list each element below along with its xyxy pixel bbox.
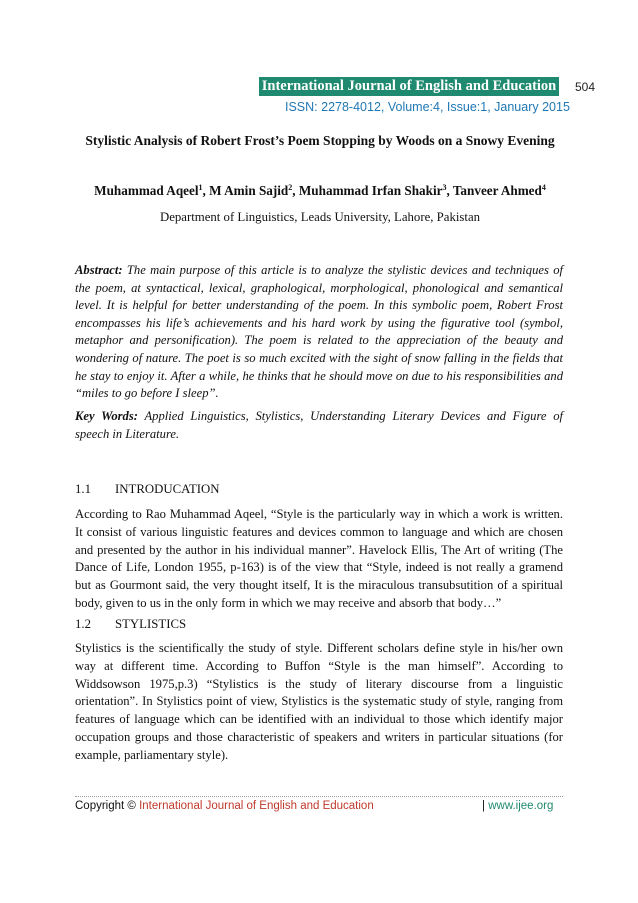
journal-name-band	[259, 77, 559, 96]
section-heading-stylistics	[75, 617, 186, 632]
abstract	[75, 262, 563, 403]
section-heading-introduction	[75, 482, 220, 497]
author-name: Tanveer Ahmed	[452, 183, 542, 198]
article-title: Stylistic Analysis of Robert Frost’s Poem Stopping by Woods on a Snowy Evening	[85, 133, 555, 148]
section-title: INTRODUCATION	[115, 482, 220, 496]
section-number: 1.2	[75, 617, 91, 631]
stylistics-paragraph: Stylistics is the scientifically the study of style. Different scholars define style in his/her own way at different time. According to Buffon “Style is the man himself”. According to Widdsowson 1975,p.3) “Stylistics is the study of literary discourse from a linguistic orientation”. In Stylistics point of view, Stylistics is the systematic study of style, ranging from features of language which can be identified with an individual to those which identify major occupation groups and those characteristic of speakers and writers in particular situations (for example, parliamentary style).	[75, 641, 563, 762]
footer-organization: International Journal of English and Education	[139, 800, 374, 812]
journal-name: International Journal of English and Education	[261, 78, 557, 94]
keywords-text: Applied Linguistics, Stylistics, Understanding Literary Devices and Figure of speech in Literature.	[75, 409, 564, 441]
section-number: 1.1	[75, 482, 91, 496]
page-number: 504	[575, 80, 596, 94]
keywords	[75, 408, 563, 443]
keywords-label: Key Words:	[75, 409, 138, 423]
page-footer	[75, 800, 563, 812]
abstract-label: Abstract:	[75, 263, 123, 277]
author-affiliation-marker: 4	[541, 183, 546, 192]
footer-separator: |	[482, 800, 485, 812]
author-affiliation-marker: 3	[442, 183, 447, 192]
issn-line: ISSN: 2278-4012, Volume:4, Issue:1, January 2015	[285, 100, 570, 114]
author-affiliation-marker: 1	[198, 183, 203, 192]
author-list: Muhammad Aqeel$^1$, M Amin Sajid$^2$, Muhammad Irfan Shakir$^3$, Tanveer Ahmed$^4$	[94, 183, 546, 198]
author-affiliation-marker: 2	[288, 183, 293, 192]
section-title: STYLISTICS	[115, 617, 187, 631]
footer-website-link[interactable]: www.ijee.org	[488, 800, 554, 812]
footer-copyright: Copyright ©	[75, 800, 136, 812]
author-name: Muhammad Aqeel	[94, 183, 199, 198]
author-name: Muhammad Irfan Shakir	[298, 183, 443, 198]
introduction-paragraph: According to Rao Muhammad Aqeel, “Style is the particularly way in which a work is written. It consist of various linguistic features and devices common to language and which are chosen and presented by the author in his individual manner”. Havelock Ellis, The Art of writing (The Dance of Life, London 1955, p-163) is of the view that “Style, indeed is not really a gramend but as Gourmont said, the very thought itself, It is the miraculous transubsutition of a spiritual body, given to us in the only form in which we may receive and absorb that body…”	[75, 507, 563, 610]
footer-divider	[75, 796, 563, 797]
author-affiliation: Department of Linguistics, Leads University, Lahore, Pakistan	[159, 210, 481, 224]
author-name: M Amin Sajid	[209, 183, 289, 198]
abstract-text: The main purpose of this article is to analyze the stylistic devices and techniques of the poem, at syntactical, lexical, graphological, morphological, phonological and semantical level. It is helpful for better understanding of the poem. In this symbolic poem, Robert Frost encompasses his life’s achievements and his hard work by using the figurative tool (symbol, metaphor and personification). The poem is related to the appreciation of the beauty and wondering of nature. The poet is so much excited with the sight of snow falling in the fields that he stay to enjoy it. After a while, he thinks that he should move on due to his responsibilities and “miles to go before I sleep”.	[75, 263, 563, 401]
